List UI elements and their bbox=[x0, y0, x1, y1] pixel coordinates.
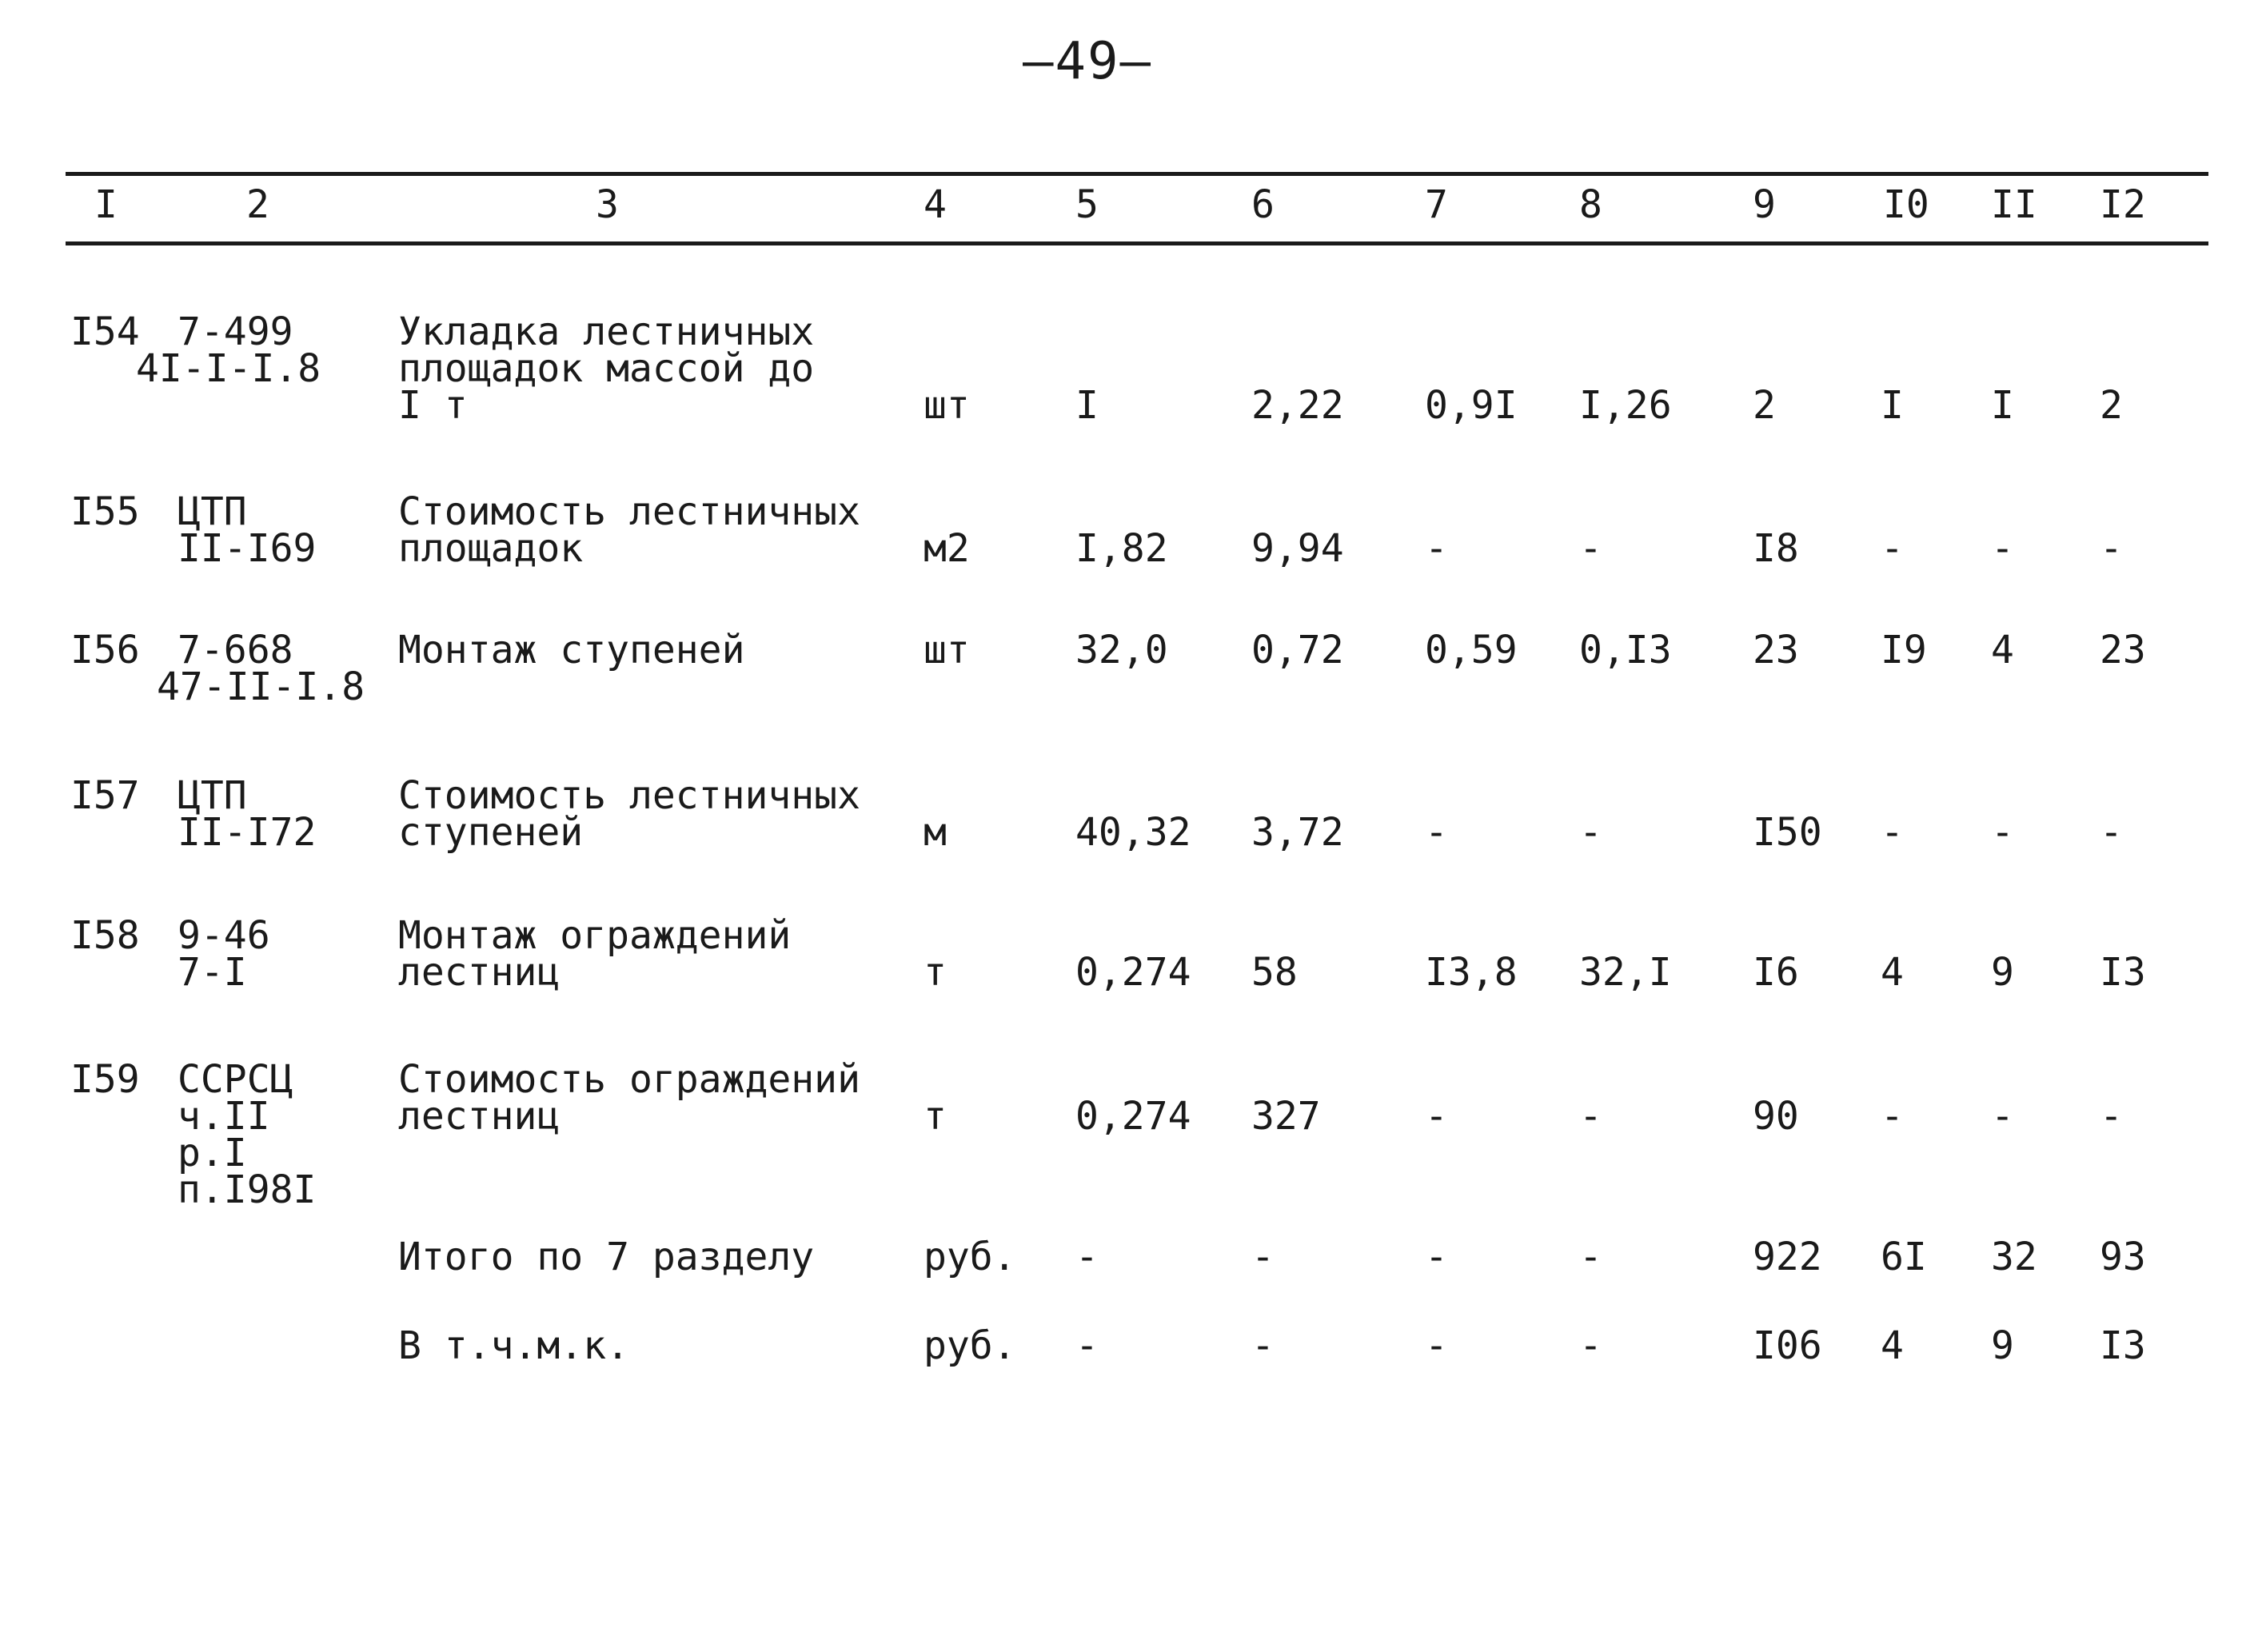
value-col10: I9 bbox=[1881, 628, 1927, 672]
value-col10: 4 bbox=[1881, 950, 1904, 995]
value-col8: - bbox=[1579, 1323, 1602, 1368]
value-col11: I bbox=[1991, 383, 2014, 428]
value-col12: 2 bbox=[2100, 383, 2123, 428]
norm-code: п.I98I bbox=[178, 1167, 317, 1212]
value-col10: - bbox=[1881, 526, 1904, 571]
unit: м2 bbox=[924, 526, 970, 571]
value-col9: 2 bbox=[1753, 383, 1776, 428]
work-description: Укладка лестничных bbox=[398, 309, 815, 354]
row-number: I55 bbox=[70, 489, 140, 534]
quantity: I bbox=[1075, 383, 1099, 428]
value-col8: - bbox=[1579, 526, 1602, 571]
work-description: I т bbox=[398, 383, 468, 428]
value-col8: - bbox=[1579, 1094, 1602, 1139]
column-header: I0 bbox=[1883, 182, 1929, 227]
value-col9: I06 bbox=[1753, 1323, 1822, 1368]
value-col10: 4 bbox=[1881, 1323, 1904, 1368]
value-col7: - bbox=[1425, 1094, 1448, 1139]
value-col8: - bbox=[1579, 1235, 1602, 1279]
value-col9: 90 bbox=[1753, 1094, 1799, 1139]
value-col10: 6I bbox=[1881, 1235, 1927, 1279]
value-col8: - bbox=[1579, 810, 1602, 855]
value-col7: 0,59 bbox=[1425, 628, 1518, 672]
value-col6: - bbox=[1251, 1235, 1275, 1279]
column-header: I2 bbox=[2100, 182, 2146, 227]
value-col11: 9 bbox=[1991, 1323, 2014, 1368]
value-col12: 93 bbox=[2100, 1235, 2146, 1279]
value-col11: - bbox=[1991, 810, 2014, 855]
value-col6: 0,72 bbox=[1251, 628, 1344, 672]
value-col11: 4 bbox=[1991, 628, 2014, 672]
value-col7: - bbox=[1425, 526, 1448, 571]
unit: руб. bbox=[924, 1235, 1016, 1279]
value-col9: 922 bbox=[1753, 1235, 1822, 1279]
column-header: II bbox=[1991, 182, 2037, 227]
norm-code: 47-II-I.8 bbox=[157, 664, 365, 709]
unit: шт bbox=[924, 383, 970, 428]
norm-code: ЦТП bbox=[178, 489, 247, 534]
norm-code: 4I-I-I.8 bbox=[136, 346, 321, 391]
value-col6: 327 bbox=[1251, 1094, 1321, 1139]
value-col6: 9,94 bbox=[1251, 526, 1344, 571]
quantity: 0,274 bbox=[1075, 950, 1191, 995]
norm-code: II-I69 bbox=[178, 526, 317, 571]
value-col7: 0,9I bbox=[1425, 383, 1518, 428]
work-description: Стоимость лестничных bbox=[398, 773, 860, 818]
value-col6: - bbox=[1251, 1323, 1275, 1368]
totals-label: Итого по 7 разделу bbox=[398, 1235, 815, 1279]
value-col8: I,26 bbox=[1579, 383, 1672, 428]
value-col6: 2,22 bbox=[1251, 383, 1344, 428]
value-col9: I6 bbox=[1753, 950, 1799, 995]
value-col5: - bbox=[1075, 1235, 1099, 1279]
unit: т bbox=[924, 950, 947, 995]
norm-code: ССРСЦ bbox=[178, 1057, 293, 1102]
work-description: площадок bbox=[398, 526, 584, 571]
norm-code: II-I72 bbox=[178, 810, 317, 855]
norm-code: ЦТП bbox=[178, 773, 247, 818]
header-bottom-rule bbox=[66, 241, 2208, 245]
work-description: лестниц bbox=[398, 1094, 561, 1139]
column-header-row bbox=[0, 182, 2266, 230]
value-col7: I3,8 bbox=[1425, 950, 1518, 995]
value-col7: - bbox=[1425, 810, 1448, 855]
value-col10: I bbox=[1881, 383, 1904, 428]
page-number: —49— bbox=[1022, 32, 1153, 91]
value-col12: 23 bbox=[2100, 628, 2146, 672]
value-col11: 9 bbox=[1991, 950, 2014, 995]
norm-code: р.I bbox=[178, 1131, 247, 1175]
value-col8: 32,I bbox=[1579, 950, 1672, 995]
value-col6: 3,72 bbox=[1251, 810, 1344, 855]
value-col5: - bbox=[1075, 1323, 1099, 1368]
value-col10: - bbox=[1881, 810, 1904, 855]
value-col11: 32 bbox=[1991, 1235, 2037, 1279]
quantity: I,82 bbox=[1075, 526, 1168, 571]
norm-code: 7-499 bbox=[178, 309, 293, 354]
value-col12: I3 bbox=[2100, 950, 2146, 995]
value-col7: - bbox=[1425, 1235, 1448, 1279]
totals-label: В т.ч.м.к. bbox=[398, 1323, 629, 1368]
column-header: 5 bbox=[1075, 182, 1099, 227]
column-header: 9 bbox=[1753, 182, 1776, 227]
unit: т bbox=[924, 1094, 947, 1139]
column-header: 7 bbox=[1425, 182, 1448, 227]
value-col6: 58 bbox=[1251, 950, 1298, 995]
norm-code: 9-46 bbox=[178, 913, 270, 958]
row-number: I58 bbox=[70, 913, 140, 958]
quantity: 40,32 bbox=[1075, 810, 1191, 855]
value-col9: 23 bbox=[1753, 628, 1799, 672]
norm-code: 7-668 bbox=[178, 628, 293, 672]
norm-code: 7-I bbox=[178, 950, 247, 995]
value-col11: - bbox=[1991, 1094, 2014, 1139]
column-header: 2 bbox=[246, 182, 269, 227]
value-col12: - bbox=[2100, 1094, 2123, 1139]
value-col12: - bbox=[2100, 526, 2123, 571]
value-col9: I50 bbox=[1753, 810, 1822, 855]
norm-code: ч.II bbox=[178, 1094, 270, 1139]
value-col7: - bbox=[1425, 1323, 1448, 1368]
column-header: I bbox=[94, 182, 118, 227]
row-number: I57 bbox=[70, 773, 140, 818]
work-description: площадок массой до bbox=[398, 346, 815, 391]
row-number: I56 bbox=[70, 628, 140, 672]
quantity: 0,274 bbox=[1075, 1094, 1191, 1139]
value-col9: I8 bbox=[1753, 526, 1799, 571]
work-description: ступеней bbox=[398, 810, 584, 855]
unit: шт bbox=[924, 628, 970, 672]
value-col11: - bbox=[1991, 526, 2014, 571]
value-col10: - bbox=[1881, 1094, 1904, 1139]
value-col12: - bbox=[2100, 810, 2123, 855]
row-number: I59 bbox=[70, 1057, 140, 1102]
work-description: Стоимость ограждений bbox=[398, 1057, 860, 1102]
work-description: лестниц bbox=[398, 950, 561, 995]
column-header: 3 bbox=[596, 182, 619, 227]
column-header: 4 bbox=[924, 182, 947, 227]
value-col8: 0,I3 bbox=[1579, 628, 1672, 672]
row-number: I54 bbox=[70, 309, 140, 354]
unit: руб. bbox=[924, 1323, 1016, 1368]
work-description: Монтаж ограждений bbox=[398, 913, 792, 958]
column-header: 6 bbox=[1251, 182, 1275, 227]
unit: м bbox=[924, 810, 947, 855]
column-header: 8 bbox=[1579, 182, 1602, 227]
quantity: 32,0 bbox=[1075, 628, 1168, 672]
work-description: Стоимость лестничных bbox=[398, 489, 860, 534]
table-top-rule bbox=[66, 172, 2208, 176]
work-description: Монтаж ступеней bbox=[398, 628, 745, 672]
value-col12: I3 bbox=[2100, 1323, 2146, 1368]
